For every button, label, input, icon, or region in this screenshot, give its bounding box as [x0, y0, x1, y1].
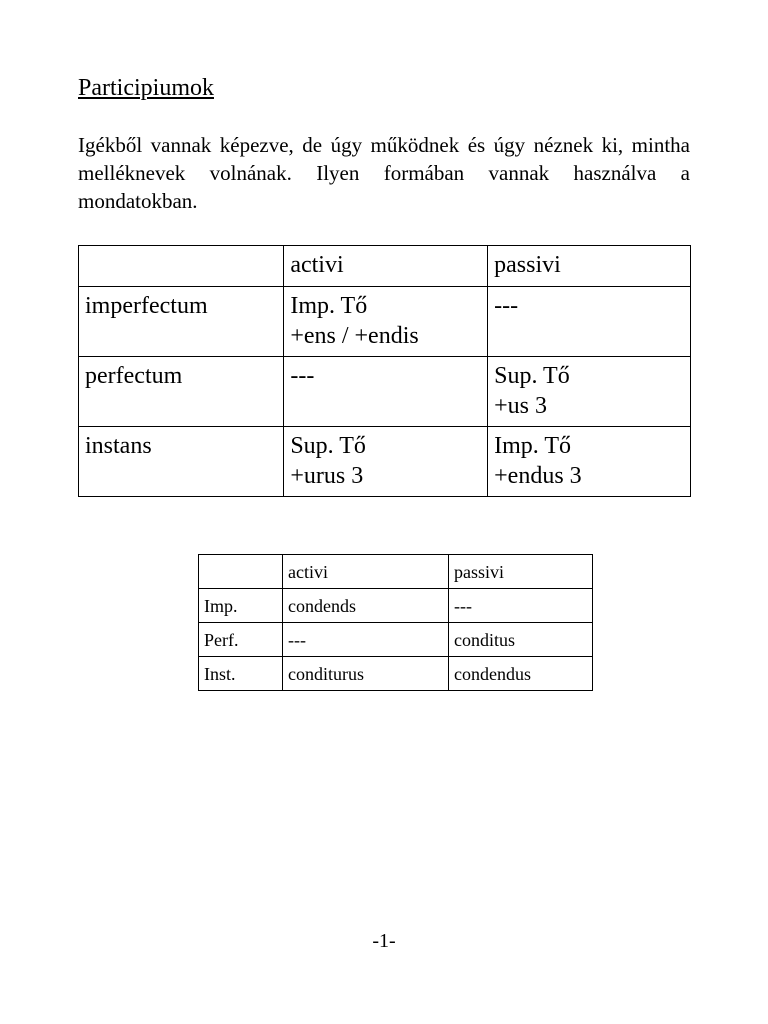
activi-cell [284, 357, 488, 427]
passivi-cell [488, 287, 691, 357]
cell-line: --- [290, 363, 315, 389]
cell-line: +endus 3 [494, 463, 582, 489]
activi-cell: --- [283, 623, 449, 657]
passivi-cell [488, 427, 691, 497]
table-header-row [79, 246, 691, 287]
activi-cell: condends [283, 589, 449, 623]
row-label: Imp. [199, 589, 283, 623]
cell-line: Sup. Tő [290, 433, 366, 459]
table-row [79, 287, 691, 357]
passivi-cell: --- [449, 589, 593, 623]
passivi-cell [488, 357, 691, 427]
row-label: Perf. [199, 623, 283, 657]
cell-line: +ens / +endis [290, 323, 419, 349]
intro-paragraph: Igékből vannak képezve, de úgy működnek és úgy néznek ki, mintha melléknevek volnának. Ilyen formában vannak használva a mondatokban. [78, 133, 690, 213]
table-row [199, 657, 593, 691]
row-label: Inst. [199, 657, 283, 691]
row-label: instans [79, 427, 284, 497]
activi-cell: conditurus [283, 657, 449, 691]
passivi-cell: conditus [449, 623, 593, 657]
table-row [79, 427, 691, 497]
header-cell-empty [79, 246, 284, 287]
cell-line: Sup. Tő [494, 363, 570, 389]
page-title: Participiumok [78, 75, 214, 101]
page-number: -1- [372, 930, 396, 952]
header-cell-passivi: passivi [488, 246, 691, 287]
cell-line: --- [494, 293, 519, 319]
header-cell-empty [199, 555, 283, 589]
table-row [199, 623, 593, 657]
example-participle-table [198, 554, 593, 691]
table-row [79, 357, 691, 427]
header-cell-activi: activi [284, 246, 488, 287]
activi-cell [284, 427, 488, 497]
cell-line: Imp. Tő [290, 293, 368, 319]
table-row [199, 589, 593, 623]
header-cell-activi: activi [283, 555, 449, 589]
cell-line: +us 3 [494, 393, 547, 419]
activi-cell [284, 287, 488, 357]
header-cell-passivi: passivi [449, 555, 593, 589]
cell-line: Imp. Tő [494, 433, 572, 459]
row-label: imperfectum [79, 287, 284, 357]
cell-line: +urus 3 [290, 463, 364, 489]
participle-formation-table [78, 245, 691, 497]
row-label: perfectum [79, 357, 284, 427]
table-header-row [199, 555, 593, 589]
passivi-cell: condendus [449, 657, 593, 691]
